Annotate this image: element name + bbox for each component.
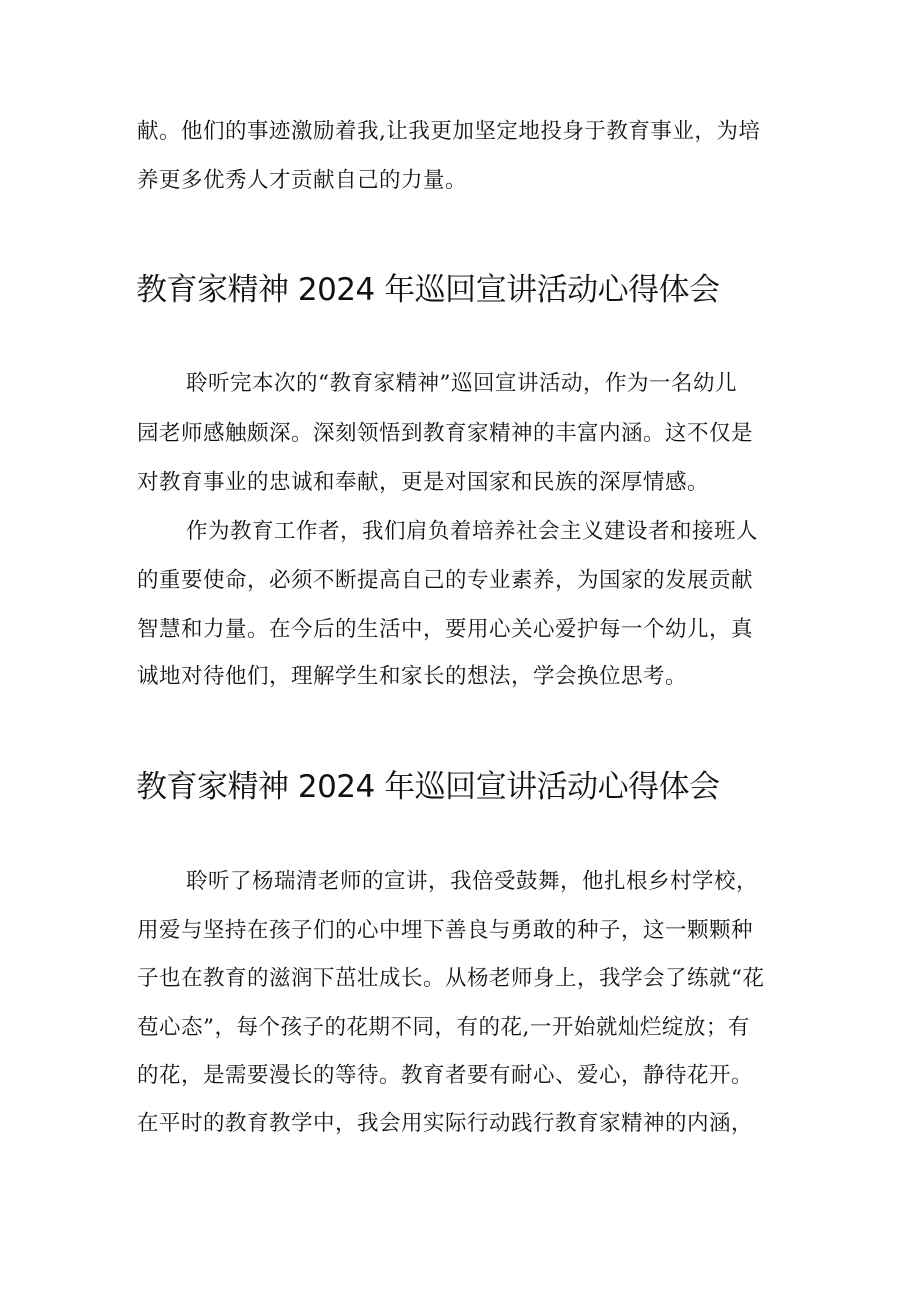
body-text-line: 对教育事业的忠诚和奉献，更是对国家和民族的深厚情感。 [137, 470, 710, 495]
body-text-line: 子也在教育的滋润下茁壮成长。从杨老师身上，我学会了练就“花 [137, 966, 765, 991]
body-text-line: 聆听了杨瑞清老师的宣讲，我倍受鼓舞，他扎根乡村学校， [186, 869, 759, 894]
body-text-line: 作为教育工作者，我们肩负着培养社会主义建设者和接班人 [186, 519, 759, 544]
section-heading: 教育家精神 2024 年巡回宣讲活动心得体会 [136, 272, 720, 308]
section-heading: 教育家精神 2024 年巡回宣讲活动心得体会 [136, 769, 720, 805]
body-text-line: 的花，是需要漫长的等待。教育者要有耐心、爱心，静待花开。 [137, 1063, 754, 1088]
body-text-line: 养更多优秀人才贡献自己的力量。 [137, 168, 468, 193]
body-text-line: 园老师感触颇深。深刻领悟到教育家精神的丰富内涵。这不仅是 [137, 421, 754, 446]
body-text-line: 苞心态”，每个孩子的花期不同，有的花,一开始就灿烂绽放；有 [137, 1015, 750, 1040]
body-text-line: 聆听完本次的“教育家精神”巡回宣讲活动，作为一名幼儿 [186, 371, 737, 396]
body-text-line: 诚地对待他们，理解学生和家长的想法，学会换位思考。 [137, 664, 688, 689]
body-text-line: 用爱与坚持在孩子们的心中埋下善良与勇敢的种子，这一颗颗种 [137, 918, 754, 943]
body-text-line: 的重要使命，必须不断提高自己的专业素养，为国家的发展贡献 [137, 568, 754, 593]
body-text-line: 智慧和力量。在今后的生活中，要用心关心爱护每一个幼儿，真 [137, 617, 754, 642]
body-text-line: 在平时的教育教学中，我会用实际行动践行教育家精神的内涵， [137, 1111, 754, 1136]
body-text-line: 献。他们的事迹激励着我,让我更加坚定地投身于教育事业，为培 [137, 119, 761, 144]
